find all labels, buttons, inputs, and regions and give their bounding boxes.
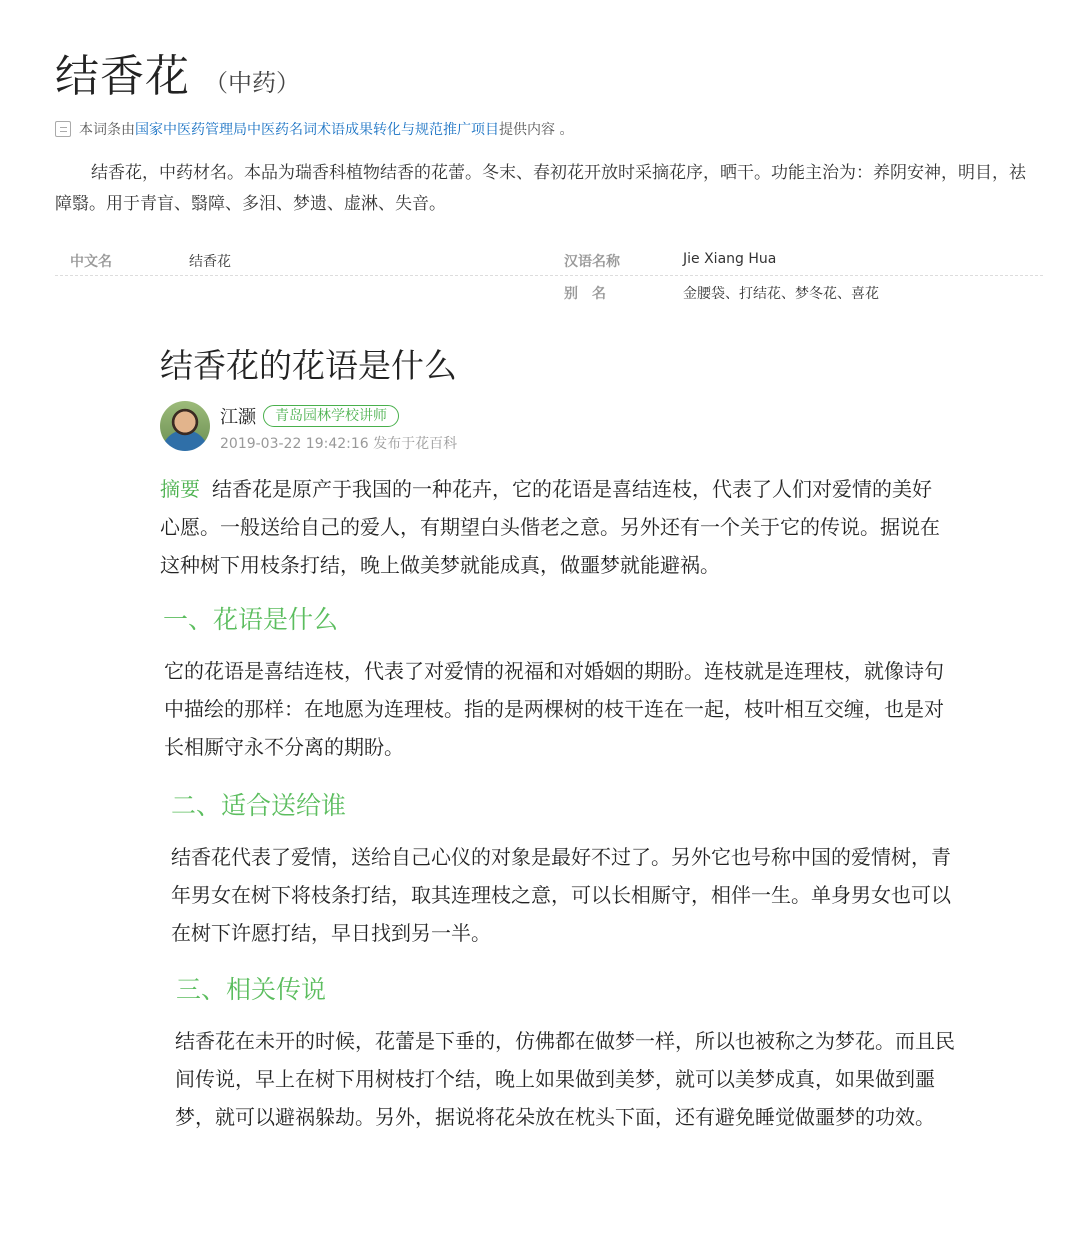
abstract xyxy=(160,470,950,584)
source-link[interactable]: 国家中医药管理局中医药名词术语成果转化与规范推广项目 xyxy=(135,122,499,138)
abstract-label: 摘要 xyxy=(160,477,200,501)
info-divider xyxy=(55,275,1043,276)
intro-paragraph: 结香花，中药材名。本品为瑞香科植物结香的花蕾。冬末、春初花开放时采摘花序，晒干。功能主治为：养阴安神，明目，祛障翳。用于青盲、翳障、多泪、梦遗、虚淋、失音。 xyxy=(55,163,1026,214)
pinyin-label: 汉语名称 xyxy=(564,254,620,270)
cn-name-value: 结香花 xyxy=(189,254,231,270)
alias-label: 别 名 xyxy=(564,286,606,302)
title-category-tag: （中药） xyxy=(204,69,300,97)
author-block xyxy=(160,401,660,457)
article-title: 结香花的花语是什么 xyxy=(160,346,457,385)
basic-info-table xyxy=(55,243,1043,313)
pinyin-value: Jie Xiang Hua xyxy=(683,251,777,267)
section-heading: 三、相关传说 xyxy=(176,975,327,1004)
section-text: 结香花代表了爱情，送给自己心仪的对象是最好不过了。另外它也号称中国的爱情树，青年男女在树下将枝条打结，取其连理枝之意，可以长相厮守，相伴一生。单身男女也可以在树下许愿打结，早日找到另一半。 xyxy=(171,845,951,945)
cn-name-label: 中文名 xyxy=(70,254,112,270)
section-heading: 一、花语是什么 xyxy=(163,605,339,634)
section-heading: 二、适合送给谁 xyxy=(171,791,347,820)
alias-value: 金腰袋、打结花、梦冬花、喜花 xyxy=(683,286,879,302)
source-suffix: 提供内容 。 xyxy=(499,122,574,138)
publish-meta: 2019-03-22 19:42:16 发布于花百科 xyxy=(220,436,458,452)
author-badge: 青岛园林学校讲师 xyxy=(263,405,399,427)
source-prefix: 本词条由 xyxy=(79,122,135,138)
author-name[interactable]: 江灏 xyxy=(220,407,256,428)
avatar[interactable] xyxy=(160,401,210,451)
page-title: 结香花 xyxy=(55,51,190,102)
page-title-row xyxy=(55,40,300,104)
section-text: 它的花语是喜结连枝，代表了对爱情的祝福和对婚姻的期盼。连枝就是连理枝，就像诗句中描绘的那样：在地愿为连理枝。指的是两棵树的枝干连在一起，枝叶相互交缠，也是对长相厮守永不分离的期盼。 xyxy=(164,659,944,759)
section-text: 结香花在未开的时候，花蕾是下垂的，仿佛都在做梦一样，所以也被称之为梦花。而且民间传说，早上在树下用树枝打个结，晚上如果做到美梦，就可以美梦成真，如果做到噩梦，就可以避祸躲劫。另外，据说将花朵放在枕头下面，还有避免睡觉做噩梦的功效。 xyxy=(175,1029,955,1129)
document-icon xyxy=(55,121,71,137)
abstract-text: 结香花是原产于我国的一种花卉，它的花语是喜结连枝，代表了人们对爱情的美好心愿。一般送给自己的爱人，有期望白头偕老之意。另外还有一个关于它的传说。据说在这种树下用枝条打结，晚上做美梦就能成真，做噩梦就能避祸。 xyxy=(160,477,940,577)
source-note xyxy=(55,119,573,139)
